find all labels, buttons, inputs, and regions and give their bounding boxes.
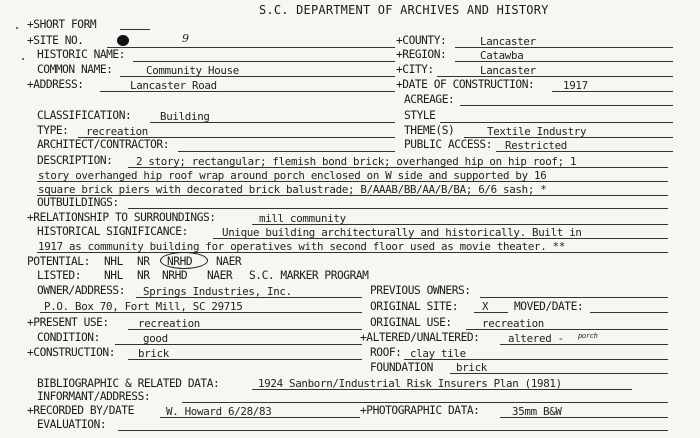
common-name-label: COMMON NAME: [37,63,113,76]
recorded-label: +RECORDED BY/DATE [27,404,134,417]
evaluation-label: EVALUATION: [37,418,107,431]
address-line [100,91,395,92]
region-line [455,61,673,62]
common-name-line [120,76,395,77]
construction-value: brick [138,347,170,360]
altered-value: altered - [508,332,564,345]
significance-line-1: Unique building architecturally and historically. Built in [222,226,582,239]
description-line-3: square brick piers with decorated brick balustrade; B/AAAB/BB/AA/B/BA; 6/6 sash; * [38,183,547,196]
short-form-line [120,29,150,30]
public-access-label: PUBLIC ACCESS: [404,138,492,151]
city-value: Lancaster [480,64,536,77]
roof-line [404,359,668,360]
listed-label: LISTED: [37,269,81,282]
county-value: Lancaster [480,35,536,48]
construction-line [128,359,362,360]
acreage-line [460,105,673,106]
roof-value: clay tile [410,347,466,360]
foundation-value: brick [456,361,488,374]
construction-label: +CONSTRUCTION: [27,346,115,359]
moved-label: MOVED/DATE: [514,300,584,313]
description-rule-1 [128,167,668,168]
informant-line [182,402,668,403]
region-value: Catawba [480,49,524,62]
informant-label: INFORMANT/ADDRESS: [37,390,151,403]
date-label: +DATE OF CONSTRUCTION: [396,78,535,91]
original-site-line [474,312,508,313]
site-no-line [107,47,395,48]
previous-owners-label: PREVIOUS OWNERS: [370,284,471,297]
description-rule-3 [37,195,668,196]
original-use-line [466,329,668,330]
original-site-label: ORIGINAL SITE: [370,300,458,313]
significance-rule-2 [37,252,668,253]
themes-label: THEME(S) [404,124,455,137]
potential-nhl: NHL [104,255,123,268]
style-label: STYLE [404,109,436,122]
outbuildings-label: OUTBUILDINGS: [37,196,119,209]
architect-label: ARCHITECT/CONTRACTOR: [37,138,169,151]
relationship-value: mill community [259,212,346,225]
biblio-line [252,389,632,390]
public-access-value: Restricted [505,139,568,152]
present-use-value: recreation [138,317,201,330]
photo-value: 35mm B&W [512,405,562,418]
significance-rule-1 [213,238,668,239]
nrhd-circle-mark [160,252,208,269]
ink-blot [117,35,129,46]
foundation-line [450,373,668,374]
margin-mark [16,27,18,29]
common-name-value: Community House [146,64,240,77]
classification-line [150,122,395,123]
type-label: TYPE: [37,124,69,137]
description-rule-2 [37,181,668,182]
classification-label: CLASSIFICATION: [37,109,132,122]
photo-label: +PHOTOGRAPHIC DATA: [360,404,480,417]
short-form-label: +SHORT FORM [27,18,97,31]
date-value: 1917 [563,79,588,92]
description-line-1: 2 story; rectangular; flemish bond brick; overhanged hip on hip roof; 1 [136,155,577,168]
historic-name-label: HISTORIC NAME: [37,48,125,61]
owner-line [136,297,362,298]
listed-naer: NAER [207,269,233,282]
original-use-label: ORIGINAL USE: [370,316,452,329]
listed-nhl: NHL [104,269,123,282]
site-no-label: +SITE NO. [27,34,84,47]
listed-marker-program: S.C. MARKER PROGRAM [249,269,369,282]
recorded-line [160,417,360,418]
listed-nrhd: NRHD [162,269,188,282]
altered-label: +ALTERED/UNALTERED: [360,331,480,344]
outbuildings-line [128,208,668,209]
potential-label: POTENTIAL: [27,255,90,268]
previous-owners-line [480,297,668,298]
region-label: +REGION: [396,48,447,61]
type-value: recreation [86,125,149,138]
potential-naer: NAER [216,255,242,268]
architect-line [178,151,395,152]
style-line [440,122,673,123]
moved-line [590,312,668,313]
owner-address-line [40,312,362,313]
form-title: S.C. DEPARTMENT OF ARCHIVES AND HISTORY [259,3,549,17]
condition-value: good [143,332,168,345]
potential-nr: NR [137,255,150,268]
biblio-value: 1924 Sanborn/Industrial Risk Insurers Plan (1981) [258,377,562,390]
original-use-value: recreation [482,317,545,330]
listed-nr: NR [137,269,150,282]
site-no-value: 9 [182,32,189,45]
present-use-label: +PRESENT USE: [27,316,109,329]
altered-line [500,344,668,345]
city-label: +CITY: [396,63,434,76]
address-label: +ADDRESS: [27,78,84,91]
themes-line [464,137,673,138]
owner-address: P.O. Box 70, Fort Mill, SC 29715 [44,300,243,313]
county-line [455,47,673,48]
significance-label: HISTORICAL SIGNIFICANCE: [37,225,188,238]
photo-line [500,417,668,418]
date-line [552,91,673,92]
owner-label: OWNER/ADDRESS: [37,284,125,297]
condition-line [115,344,362,345]
potential-nrhd: NRHD [167,255,193,268]
margin-mark [22,58,24,60]
county-label: +COUNTY: [396,34,447,47]
present-use-line [128,329,362,330]
acreage-label: ACREAGE: [404,93,455,106]
relationship-line [252,224,668,225]
classification-value: Building [160,110,210,123]
city-line [437,76,673,77]
description-line-2: story overhanged hip roof wrap around porch enclosed on W side and supported by 16 [38,169,547,182]
significance-line-2: 1917 as community building for operatives with second floor used as movie theater. ** [38,240,566,253]
owner-value: Springs Industries, Inc. [143,285,292,298]
original-site-value: X [482,300,489,313]
condition-label: CONDITION: [37,331,100,344]
recorded-value: W. Howard 6/28/83 [166,405,272,418]
foundation-label: FOUNDATION [370,361,433,374]
historic-name-line [133,61,395,62]
roof-label: ROOF: [370,346,402,359]
description-label: DESCRIPTION: [37,154,113,167]
themes-value: Textile Industry [487,125,587,138]
relationship-label: +RELATIONSHIP TO SURROUNDINGS: [27,211,216,224]
public-access-line [496,151,673,152]
address-value: Lancaster Road [130,79,217,92]
altered-handwritten-note: porch [578,332,598,340]
biblio-label: BIBLIOGRAPHIC & RELATED DATA: [37,377,220,390]
evaluation-line [118,430,668,431]
